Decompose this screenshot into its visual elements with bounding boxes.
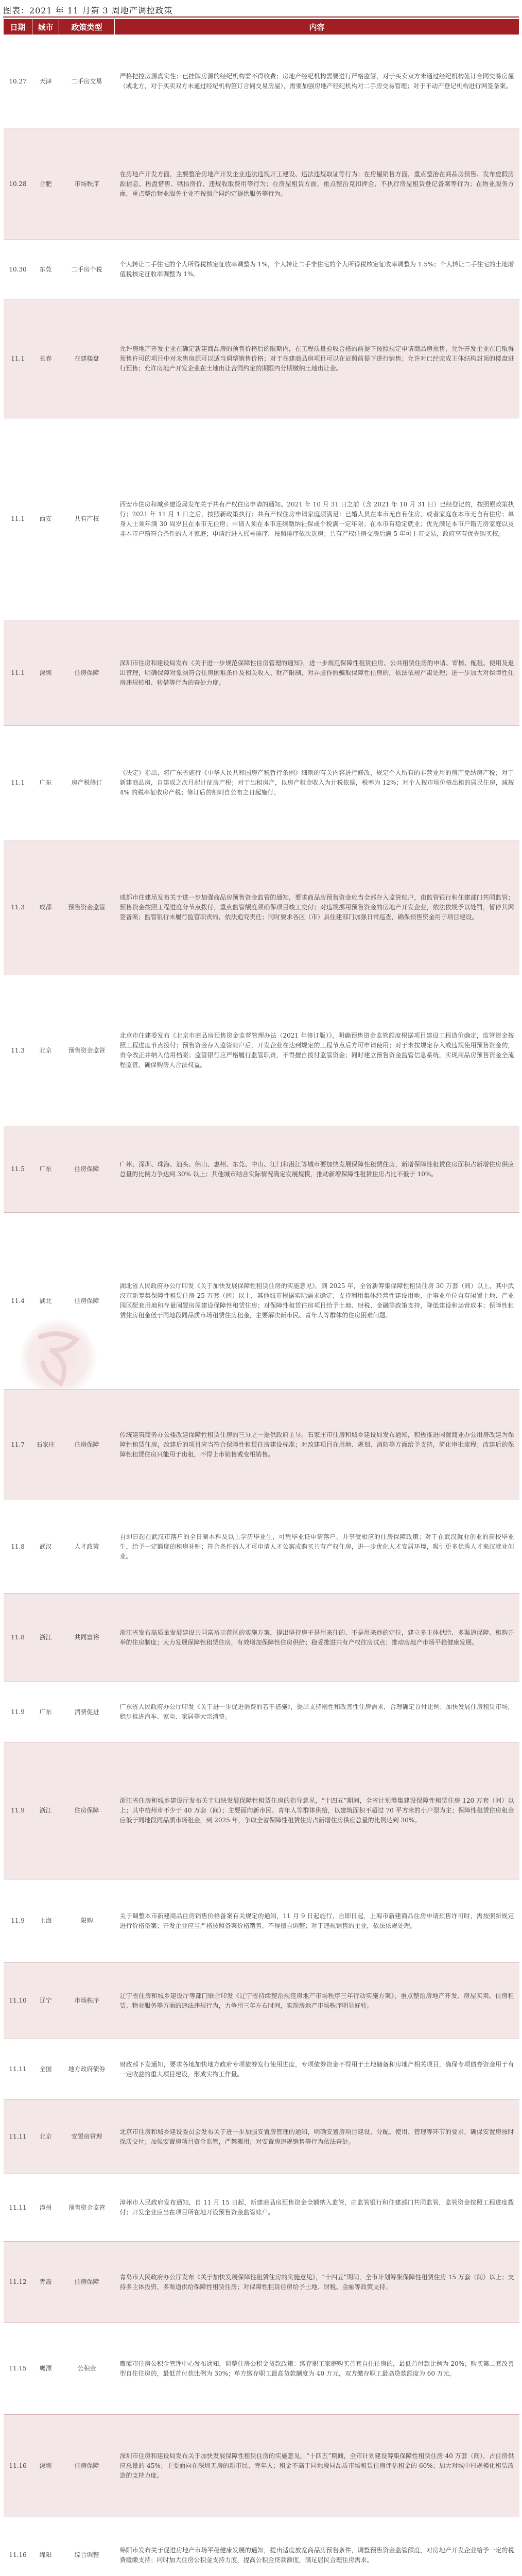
row-type: 安置房管理: [59, 2100, 115, 2174]
table-row: [4, 1594, 519, 1682]
row-city: 天津: [32, 35, 59, 128]
table-row: [4, 1682, 519, 1742]
row-date: 11.3: [4, 975, 32, 1126]
table-row: [4, 975, 519, 1126]
row-content: 传统建筑商务办公楼改建保障性租赁住房的三分之一提供政府主导。石家庄市住房和城乡建设局发布通知，积极推进闲置商业办公用房改建为保障性租赁住房，改建后的项目应当符合保障性租赁住房建设标准；对改建项目在用地、规划、消防等方面给予支持，简化审批流程；改建后的保障性租赁住房只能用于出租，不得上市销售或变相销售。: [115, 1389, 519, 1500]
row-date: 11.7: [4, 1389, 32, 1500]
row-city: 长春: [32, 299, 59, 418]
row-content: 鹰潭市住房公积金管理中心发布通知，调整住房公积金贷款政策：缴存职工家庭购买首套自住住房的，最低首付款比例为 20%；购买第二套改善型自住住房的，最低首付款比例为 30%；单方缴存职工最高贷款额度为 40 万元，双方缴存职工最高贷款额度为 60 万元。: [115, 2323, 519, 2415]
row-type: 人才政策: [59, 1500, 115, 1594]
row-type: 限购: [59, 1879, 115, 1963]
table-row: [4, 620, 519, 726]
title-bar: [3, 3, 519, 18]
row-content: 成都市住建局发布关于进一步加强商品房预售资金监管的通知，要求商品房预售资金应当全部存入监管账户，由监管银行和住建部门共同监管；预售资金按照工程进度分节点拨付，重点监管额度须确保项目竣工交付；对违规挪用预售资金的房地产开发企业，依法依规予以处罚，暂停其网签备案；监管银行未履行监管职责的，依法追究责任；同时要求各区（市）县住建部门加强日常巡查，确保预售资金用于项目建设。: [115, 840, 519, 975]
row-date: 11.9: [4, 1742, 32, 1879]
row-content: 个人转让二手住宅的个人所得税核定征收率调整为 1%，个人转让二手非住宅的个人所得税核定征收率调整为 1.5%；个人转让二手住宅的土地增值税核定征收率调整为 1%。: [115, 240, 519, 299]
table-header-row: [4, 19, 519, 35]
row-type: 二手房交易: [59, 35, 115, 128]
row-city: 漳州: [32, 2174, 59, 2242]
table-row: [4, 1126, 519, 1213]
row-city: 湖北: [32, 1213, 59, 1389]
header-content: 内容: [115, 19, 519, 35]
table-row: [4, 2100, 519, 2174]
row-type: 共有产权: [59, 418, 115, 620]
row-city: 石家庄: [32, 1389, 59, 1500]
table-row: [4, 1500, 519, 1594]
table-row: [4, 1963, 519, 2039]
row-content: 西安市住房和城乡建设局发布关于共有产权住房申请的通知。2021 年 10 月 31 日之前（含 2021 年 10 月 31 日）已经登记的，按照原政策执行；2021 年 11 月 1 日之后，按照新政策执行；共有产权住房申请家庭须满足：已婚人员在本市无自有住房，或者家庭在本市无自有住房；单身人士须年满 30 周岁且在本市无住房；申请人须在本市连续缴纳社保或个税满一定年限；在本市有稳定就业；优先满足本市户籍无房家庭以及非本市户籍符合条件的人才家庭；申请后进入摇号排序，按照排序依次选房；共有产权住房交房后满 5 年可上市交易，政府享有优先购买权。: [115, 418, 519, 620]
table-row: [4, 2242, 519, 2323]
table-body: [4, 35, 519, 2576]
row-date: 11.3: [4, 840, 32, 975]
table-row: [4, 726, 519, 840]
row-type: 住房保障: [59, 1213, 115, 1389]
header-date: 日期: [4, 19, 32, 35]
row-type: 公积金: [59, 2323, 115, 2415]
row-city: 东莞: [32, 240, 59, 299]
row-city: 广东: [32, 1682, 59, 1742]
header-type: 政策类型: [59, 19, 115, 35]
table-row: [4, 299, 519, 418]
row-content: 北京市住建委发布《北京市商品房预售资金监督管理办法（2021 年修订版）》，明确预售资金监管额度根据项目建设工程造价确定，监管资金按照工程进度节点拨付；预售资金存入监管账户后，开发企业在达到规定的工程节点后方可申请使用；对于未按规定存入或违规使用预售资金的，责令改正并纳入信用档案；监管银行应严格履行监管职责，不得擅自拨付监管资金；同时建立预售资金监管信息系统，实现商品房预售资金全流程监管，确保购房人合法权益。: [115, 975, 519, 1126]
row-date: 10.30: [4, 240, 32, 299]
table-row: [4, 1213, 519, 1389]
table-row: [4, 1389, 519, 1500]
row-content: 允许房地产开发企业在确定新建商品房的预售价格后的限期内，在工程质量验收合格的前提下按照规定申请商品房预售，允许开发企业在已取得预售许可的项目中对未售房源可以适当调整销售价格；对于在建商品房项目可以在证照前提下进行销售；允许对已经完成主体结构封顶的楼盘进行预售；允许房地产开发企业在土地出让合同约定的期限内分期缴纳土地出让金。: [115, 299, 519, 418]
row-date: 11.5: [4, 1126, 32, 1213]
row-content: 财政部下发通知，要求各地加快地方政府专项债券发行使用进度，专项债券资金不得用于土地储备和房地产相关项目，确保专项债券资金用于有一定收益的重大项目建设，形成实物工作量。: [115, 2039, 519, 2100]
row-type: 综合调整: [59, 2517, 115, 2576]
row-city: 合肥: [32, 128, 59, 240]
row-type: 住房保障: [59, 2242, 115, 2323]
row-date: 11.10: [4, 1963, 32, 2039]
row-type: 市场秩序: [59, 1963, 115, 2039]
row-city: 浙江: [32, 1742, 59, 1879]
row-date: 11.1: [4, 620, 32, 726]
row-content: 自即日起在武汉市落户的全日制本科及以上学历毕业生，可凭毕业证申请落户，并享受相应的住房保障政策；对于在武汉就业创业的高校毕业生，给予一定额度的租房补贴；符合条件的人才可申请人才公寓或购买共有产权住房，进一步优化人才安居环境，吸引更多优秀人才来汉就业创业。: [115, 1500, 519, 1594]
page-title: 图表：2021 年 11 月第 3 周地产调控政策: [3, 6, 173, 15]
table-row: [4, 2323, 519, 2415]
row-content: 在房地产开发方面，主要整治房地产开发企业违法违规开工建设、违法违规取证等行为；在房屋销售方面，重点整治在商品房预售、发布虚假房源信息、捂盘惜售、哄抬房价、违规收取费用等行为；在房屋租赁方面，重点整治克扣押金、不执行房屋租赁登记备案等行为；在物业服务方面，重点整治物业服务企业不按照合同约定提供服务等行为。: [115, 128, 519, 240]
row-type: 房产税修订: [59, 726, 115, 840]
row-content: 漳州市人民政府发布通知，自 11 月 15 日起，新建商品房预售资金全额纳入监管，由监管银行和住建部门共同监管，监管资金按照工程进度拨付；开发企业应当在项目所在地开设预售资金监管账户。: [115, 2174, 519, 2242]
row-date: 11.11: [4, 2100, 32, 2174]
table-row: [4, 2517, 519, 2576]
row-content: 深圳市住房和建设局发布关于加快发展保障性租赁住房的实施意见，“十四五”期间，全市计划建设筹集保障性租赁住房 40 万套（间），占住房供应总量的 45%；主要面向在深圳无房的新市民、青年人；租金不高于同地段同品质市场租赁住房评估租金的 60%；加大对城中村规模化租赁改造的支持力度。: [115, 2415, 519, 2517]
row-city: 广东: [32, 726, 59, 840]
row-date: 11.11: [4, 2039, 32, 2100]
table-row: [4, 1742, 519, 1879]
row-content: 广州、深圳、珠海、汕头、佛山、惠州、东莞、中山、江门和湛江等城市要加快发展保障性租赁住房，新增保障性租赁住房面积占新增住房供应总量的比例力争达到 30% 以上；其他城市结合实际情况确定发展规模，推动新增保障性租赁住房占比不低于 10%。: [115, 1126, 519, 1213]
row-city: 青岛: [32, 2242, 59, 2323]
row-type: 消费促进: [59, 1682, 115, 1742]
row-type: 预售资金监管: [59, 2174, 115, 2242]
row-content: 青岛市人民政府办公厅发布《关于加快发展保障性租赁住房的实施意见》，“十四五”期间，全市计划筹集保障性租赁住房 15 万套（间）以上；支持多主体投资、多渠道供给保障性租赁住房；对保障性租赁住房给予土地、财税、金融等政策支持。: [115, 2242, 519, 2323]
row-date: 10.27: [4, 35, 32, 128]
row-date: 11.1: [4, 726, 32, 840]
table-row: [4, 840, 519, 975]
row-city: 鹰潭: [32, 2323, 59, 2415]
row-date: 11.16: [4, 2517, 32, 2576]
row-type: 住房保障: [59, 2415, 115, 2517]
row-content: 北京市住房和城乡建设委员会发布关于进一步加强安置房管理的通知，明确安置房项目建设、分配、使用、管理等环节的要求，确保安置房按时保质交付；加强安置房项目资金监管，严禁挪用；对安置房违规销售等行为依法查处。: [115, 2100, 519, 2174]
table-row: [4, 240, 519, 299]
row-city: 全国: [32, 2039, 59, 2100]
row-type: 预售资金监管: [59, 840, 115, 975]
row-date: 11.11: [4, 2174, 32, 2242]
row-content: 绵阳市发布关于促进房地产市场平稳健康发展的通知，提出适度放宽商品房预售条件，调整预售资金监管额度，对房地产开发企业给予一定的税费缓缴支持；同时加大住房公积金支持力度，提高公积金贷款额度，满足居民合理住房需求。: [115, 2517, 519, 2576]
table-row: [4, 1879, 519, 1963]
row-date: 11.9: [4, 1682, 32, 1742]
row-city: 广东: [32, 1126, 59, 1213]
row-date: 11.1: [4, 418, 32, 620]
row-city: 深圳: [32, 2415, 59, 2517]
row-type: 住房保障: [59, 1389, 115, 1500]
row-city: 辽宁: [32, 1963, 59, 2039]
row-date: 11.8: [4, 1594, 32, 1682]
row-content: 湖北省人民政府办公厅印发《关于加快发展保障性租赁住房的实施意见》。到 2025 年，全省新筹集保障性租赁住房 30 万套（间）以上，其中武汉市新筹集保障性租赁住房 25 万套（间）以上，其他城市根据实际需求确定；支持利用集体经营性建设用地、企事业单位自有闲置土地、产业园区配套用地和存量闲置房屋建设保障性租赁住房；对保障性租赁住房项目给予土地、财税、金融等政策支持，降低建设和运营成本；保障性租赁住房租金低于同地段同品质市场租赁住房租金，主要解决新市民、青年人等群体的住房困难问题。: [115, 1213, 519, 1389]
row-date: 11.4: [4, 1213, 32, 1389]
row-date: 11.16: [4, 2415, 32, 2517]
row-date: 11.8: [4, 1500, 32, 1594]
row-content: 关于调整本市新建商品住房销售价格备案有关规定的通知，11 月 9 日起施行，自即日起，上海市新建商品住房申请预售许可时，需按照新规定进行价格备案；开发企业应当严格按照备案价格销售，不得擅自调整；对于违规销售的企业，依法依规处理。: [115, 1879, 519, 1963]
row-date: 10.28: [4, 128, 32, 240]
row-date: 11.9: [4, 1879, 32, 1963]
row-content: 严格把控房源真实性；已挂牌房源的经纪机构需不得收费；房地产经纪机构需要进行严格监管，对于买卖双方未通过经纪机构签订合同交易房屋（或北方，对于买卖双方未通过经纪机构签订合同交易房屋），需要加强房地产经纪机构对二手房交易管理；对于不动产登记机构进行网签备案。: [115, 35, 519, 128]
row-type: 市场秩序: [59, 128, 115, 240]
row-type: 住房保障: [59, 1126, 115, 1213]
row-city: 北京: [32, 975, 59, 1126]
row-content: 深圳市住房和建设局发布《关于进一步规范保障性住房管理的通知》，进一步规范保障性租赁住房、公共租赁住房的申请、审核、配租、使用及退出管理，明确保障对象须符合住房困难条件及相关收入、财产限制，对弄虚作假骗取保障性住房的，依法依规严肃处理；进一步加大对保障性住房违规转租、转借等行为的查处力度。: [115, 620, 519, 726]
row-content: 浙江省住房和城乡建设厅发布关于加快发展保障性租赁住房的指导意见，“十四五”期间，全省计划筹集建设保障性租赁住房 120 万套（间）以上；其中杭州市不少于 40 万套（间）；主要面向新市民、青年人等群体供给，以建筑面积不超过 70 平方米的小户型为主；保障性租赁住房租金应低于同地段同品质市场租金，到 2025 年，争取全省保障性租赁住房占新增住房供应总量的比例达到 30%。: [115, 1742, 519, 1879]
row-city: 武汉: [32, 1500, 59, 1594]
table-row: [4, 418, 519, 620]
row-city: 浙江: [32, 1594, 59, 1682]
row-city: 成都: [32, 840, 59, 975]
row-city: 绵阳: [32, 2517, 59, 2576]
row-content: 《决定》指出，将广东省施行《中华人民共和国房产税暂行条例》细则的有关内容进行修改，规定个人所有的非营业用的房产免纳房产税；对于新建商品房，自建成之次月起计征房产税；对于出租房产，以房产租金收入为计税依据，税率为 12%；对个人按市场价格出租的居民住房，减按 4% 的税率征收房产税；修订后的细则自公布之日起施行。: [115, 726, 519, 840]
row-content: 浙江省发布高质量发展建设共同富裕示范区的实施方案，提出坚持房子是用来住的、不是用来炒的定位，建立多主体供给、多渠道保障、租购并举的住房制度；大力发展保障性租赁住房，有效增加保障性住房供给；稳妥推进共有产权住房试点；推动房地产市场平稳健康发展。: [115, 1594, 519, 1682]
header-city: 城市: [32, 19, 59, 35]
table-row: [4, 2039, 519, 2100]
row-city: 北京: [32, 2100, 59, 2174]
row-date: 11.12: [4, 2242, 32, 2323]
row-type: 地方政府债券: [59, 2039, 115, 2100]
table-row: [4, 35, 519, 128]
row-city: 上海: [32, 1879, 59, 1963]
table-row: [4, 128, 519, 240]
row-content: 辽宁省住房和城乡建设厅等部门联合印发《辽宁省持续整治规范房地产市场秩序三年行动实施方案》，重点整治房地产开发、房屋买卖、住房租赁、物业服务等方面的违法违规行为，力争用三年左右时间，实现房地产市场秩序明显好转。: [115, 1963, 519, 2039]
row-type: 住房保障: [59, 620, 115, 726]
policy-table: [3, 19, 519, 2576]
row-city: 深圳: [32, 620, 59, 726]
row-date: 11.15: [4, 2323, 32, 2415]
row-type: 在建楼盘: [59, 299, 115, 418]
row-city: 西安: [32, 418, 59, 620]
table-row: [4, 2174, 519, 2242]
row-content: 广东省人民政府办公厅印发《关于进一步促进消费的若干措施》，提出支持刚性和改善性住房需求，合理确定首付比例；加快发展住房租赁市场，稳步推进汽车、家电、家居等大宗消费。: [115, 1682, 519, 1742]
row-type: 预售资金监管: [59, 975, 115, 1126]
table-row: [4, 2415, 519, 2517]
row-type: 共同富裕: [59, 1594, 115, 1682]
row-type: 二手房个税: [59, 240, 115, 299]
row-type: 住房保障: [59, 1742, 115, 1879]
row-date: 11.1: [4, 299, 32, 418]
